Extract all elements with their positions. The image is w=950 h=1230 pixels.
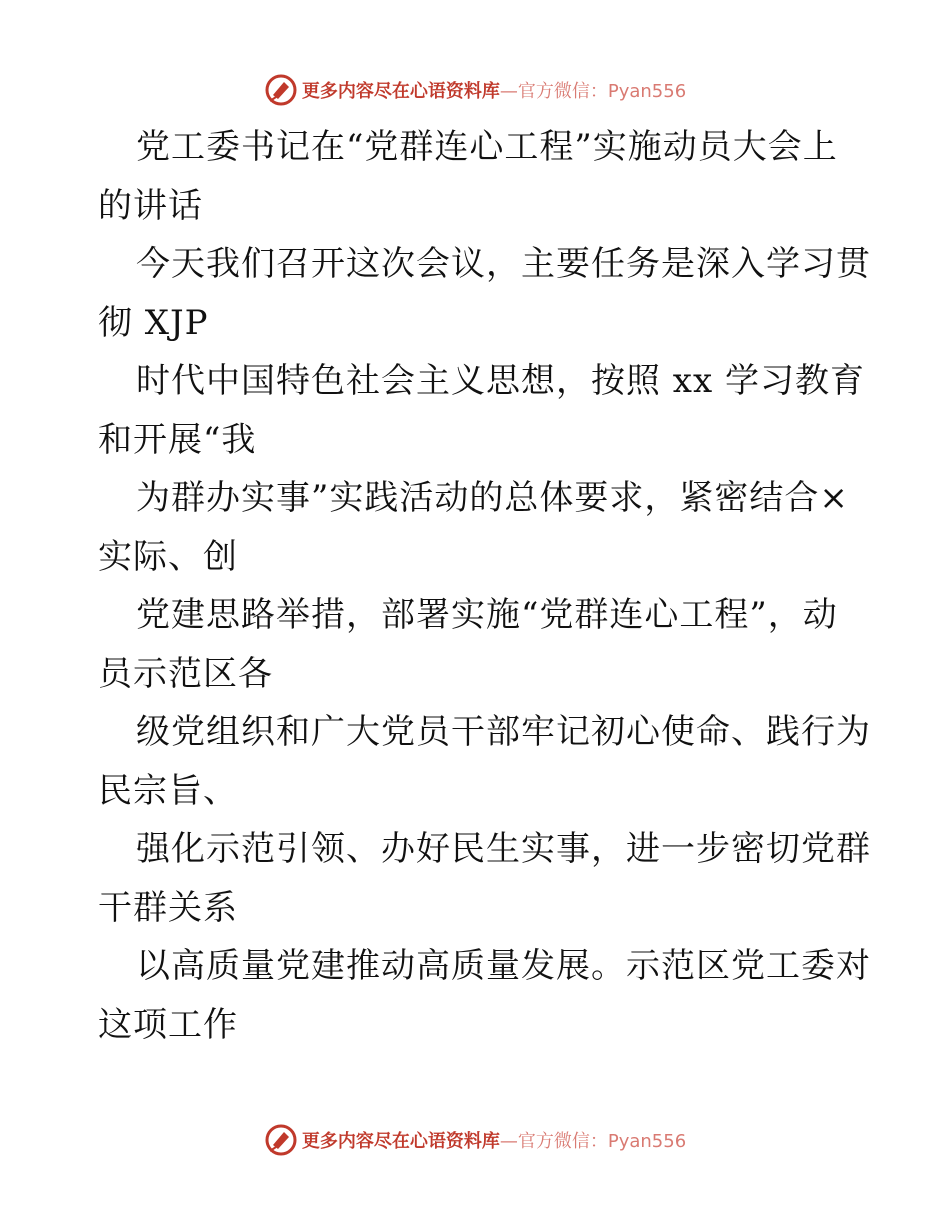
body-line: 实际、创 (98, 536, 238, 577)
body-line: 级党组织和广大党员干部牢记初心使命、践行为 (136, 712, 871, 752)
body-line: 时代中国特色社会主义思想，按照 xx 学习教育 (136, 361, 865, 401)
body-line: 员示范区各 (98, 653, 273, 694)
body-line: 的讲话 (98, 185, 203, 226)
body-line: 这项工作 (98, 1004, 238, 1045)
body-line: 和开展“我 (98, 419, 257, 460)
body-line: 干群关系 (98, 887, 238, 928)
body-line: 强化示范引领、办好民生实事，进一步密切党群 (136, 829, 871, 869)
body-line: 为群办实事”实践活动的总体要求，紧密结合× (136, 478, 849, 518)
header-banner (0, 70, 950, 110)
body-line: 彻 XJP (98, 302, 209, 343)
footer-brand-text: 更多内容尽在心语资料库 (301, 1131, 500, 1152)
brand-logo-icon (264, 1123, 298, 1157)
footer-wechat-text: —官方微信：Pyan556 (499, 1131, 687, 1152)
document-body (98, 118, 871, 1054)
body-line: 党工委书记在“党群连心工程”实施动员大会上 (136, 127, 838, 167)
body-line: 党建思路举措，部署实施“党群连心工程”，动 (136, 595, 838, 635)
body-line: 今天我们召开这次会议，主要任务是深入学习贯 (136, 244, 871, 284)
body-line: 以高质量党建推动高质量发展。示范区党工委对 (136, 946, 871, 986)
body-line: 民宗旨、 (98, 770, 238, 811)
header-brand-text: 更多内容尽在心语资料库 (301, 81, 500, 102)
footer-banner (0, 1120, 950, 1160)
brand-logo-icon (264, 73, 298, 107)
header-wechat-text: —官方微信：Pyan556 (499, 81, 687, 102)
